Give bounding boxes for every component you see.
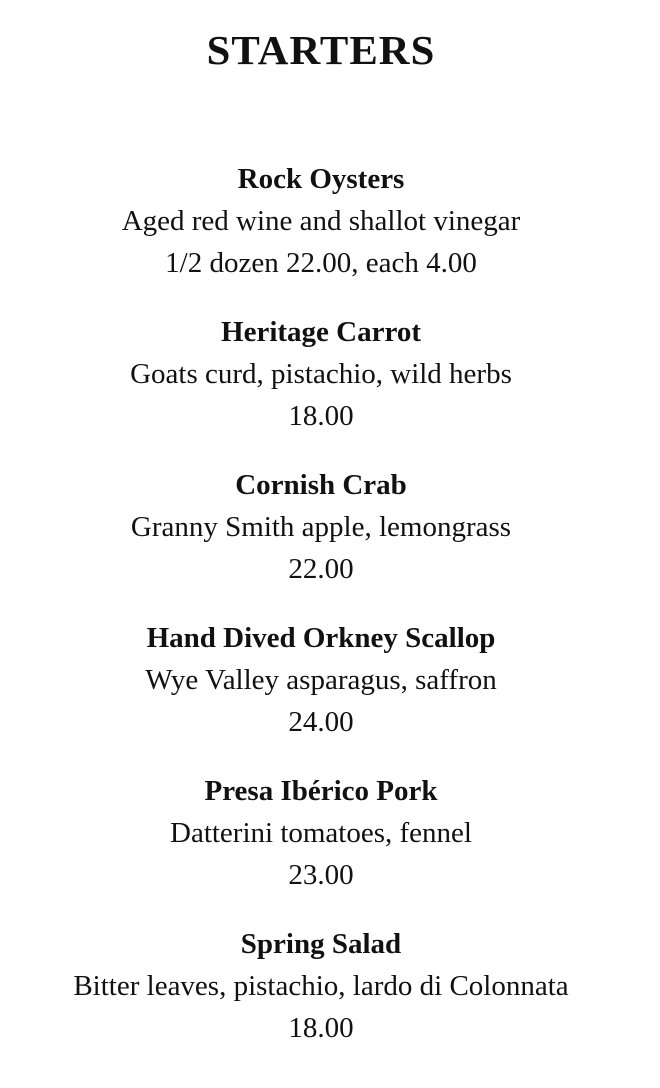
item-name: Hand Dived Orkney Scallop <box>146 622 496 654</box>
menu-item-heritage-carrot <box>0 311 642 437</box>
item-description: Goats curd, pistachio, wild herbs <box>130 358 512 390</box>
item-price: 23.00 <box>288 859 354 891</box>
menu-items-list <box>0 158 642 1049</box>
item-price: 18.00 <box>288 1012 354 1044</box>
menu-item-iberico-pork <box>0 770 642 896</box>
item-name: Heritage Carrot <box>221 316 421 348</box>
item-price: 1/2 dozen 22.00, each 4.00 <box>165 247 477 279</box>
item-name: Cornish Crab <box>235 469 407 501</box>
item-description: Aged red wine and shallot vinegar <box>121 205 521 237</box>
item-description: Wye Valley asparagus, saffron <box>145 664 497 696</box>
section-title: STARTERS <box>206 27 436 73</box>
item-name: Presa Ibérico Pork <box>204 775 438 807</box>
item-description: Datterini tomatoes, fennel <box>170 817 472 849</box>
item-name: Spring Salad <box>240 928 402 960</box>
menu-item-rock-oysters <box>0 158 642 284</box>
menu-item-orkney-scallop <box>0 617 642 743</box>
item-description: Granny Smith apple, lemongrass <box>130 511 512 543</box>
item-price: 22.00 <box>288 553 354 585</box>
item-price: 18.00 <box>288 400 354 432</box>
menu-item-spring-salad <box>0 923 642 1049</box>
menu-item-cornish-crab <box>0 464 642 590</box>
item-description: Bitter leaves, pistachio, lardo di Colonnata <box>73 970 569 1002</box>
item-name: Rock Oysters <box>237 163 405 195</box>
item-price: 24.00 <box>288 706 354 738</box>
